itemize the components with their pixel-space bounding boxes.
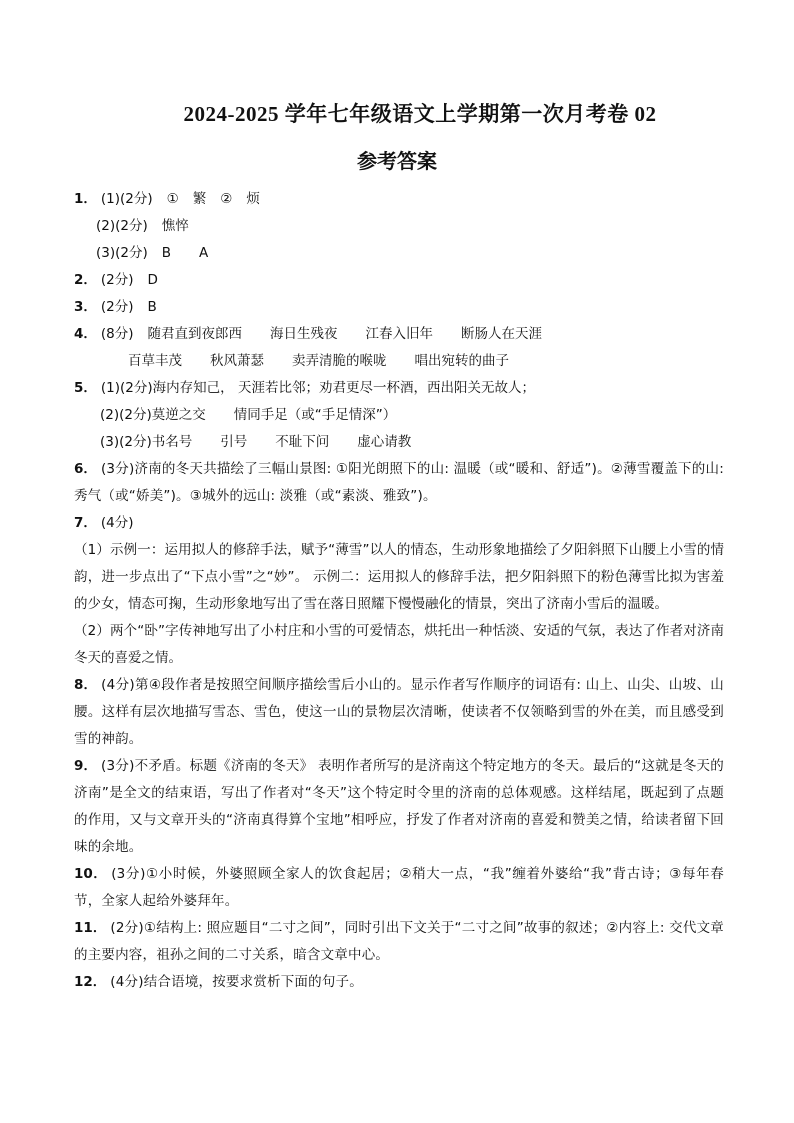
- answer-1-2: (2)(2分) 憔悴: [96, 218, 189, 234]
- page-subtitle: 参考答案: [357, 149, 437, 173]
- answer-list: [74, 186, 724, 996]
- answer-8: 8． (4分)第④段作者是按照空间顺序描绘雪后小山的。显示作者写作顺序的词语有: 山上、山尖、山坡、山腰。这样有层次地描写雪态、雪色，使这一山的景物层次清晰，使读者不仅领略到雪的外在美，而且感受到雪的神韵。: [74, 677, 724, 747]
- answer-3: 3． (2分) B: [74, 299, 157, 315]
- answer-10: 10． (3分)①小时候，外婆照顾全家人的饮食起居；②稍大一点，“我”缠着外婆给“我”背古诗；③每年春节，全家人起给外婆拜年。: [74, 866, 724, 909]
- answer-2: 2． (2分) D: [74, 272, 158, 288]
- answer-5-1: 5． (1)(2分)海内存知己， 天涯若比邻；劝君更尽一杯酒，西出阳关无故人；: [74, 380, 535, 396]
- answer-5-2: (2)(2分)莫逆之交 情同手足（或“手足情深”）: [100, 407, 397, 423]
- answer-7-1: （1）示例一：运用拟人的修辞手法，赋予“薄雪”以人的情态，生动形象地描绘了夕阳斜照下山腰上小雪的情韵，进一步点出了“下点小雪”之“妙”。 示例二：运用拟人的修辞手法，把夕阳斜照下的粉色薄雪比拟为害羞的少女，情态可掬，生动形象地写出了雪在落日照耀下慢慢融化的情景，突出了济南小雪后的温暖。: [74, 542, 724, 612]
- answer-4-1: 4． (8分) 随君直到夜郎西 海日生残夜 江春入旧年 断肠人在天涯: [74, 326, 543, 342]
- answer-1-1: 1． (1)(2分) ① 繁 ② 烦: [74, 191, 260, 207]
- answer-4-2: 百草丰茂 秋风萧瑟 卖弄清脆的喉咙 唱出宛转的曲子: [128, 353, 509, 369]
- answer-6: 6． (3分)济南的冬天共描绘了三幅山景图: ①阳光朗照下的山: 温暖（或“暖和、舒适”)。②薄雪覆盖下的山: 秀气（或“娇美”)。③城外的远山: 淡雅（或“素淡、雅致”)。: [74, 461, 724, 504]
- answer-5-3: (3)(2分)书名号 引号 不耻下问 虚心请教: [100, 434, 412, 450]
- page-title: 2024-2025 学年七年级语文上学期第一次月考卷 02: [183, 102, 657, 126]
- answer-7-header: 7． (4分): [74, 515, 134, 531]
- answer-11: 11． (2分)①结构上: 照应题目“二寸之间”，同时引出下文关于“二寸之间”故事的叙述；②内容上: 交代文章的主要内容，祖孙之间的二寸关系，暗含文章中心。: [74, 920, 724, 963]
- answer-12: 12． (4分)结合语境，按要求赏析下面的句子。: [74, 974, 363, 990]
- answer-9: 9． (3分)不矛盾。标题《济南的冬天》 表明作者所写的是济南这个特定地方的冬天。最后的“这就是冬天的济南”是全文的结束语，写出了作者对“冬天”这个特定时令里的济南的总体观感。这样结尾，既起到了点题的作用，又与文章开头的“济南真得算个宝地”相呼应，抒发了作者对济南的喜爱和赞美之情，给读者留下回味的余地。: [74, 758, 724, 855]
- answer-1-3: (3)(2分) B A: [96, 245, 209, 261]
- answer-7-2: （2）两个“卧”字传神地写出了小村庄和小雪的可爱情态，烘托出一种恬淡、安适的气氛，表达了作者对济南冬天的喜爱之情。: [74, 623, 724, 666]
